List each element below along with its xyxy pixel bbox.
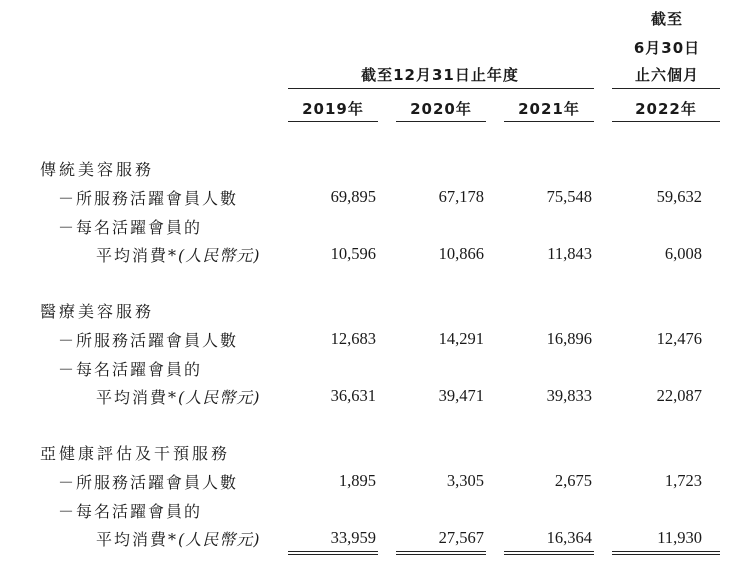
cell-s1-r1-2022: 59,632	[656, 187, 702, 206]
section-title-medical-beauty: 醫療美容服務	[40, 302, 155, 321]
cell-s1-r2-2019: 10,596	[330, 244, 376, 263]
cell-s3-r2-2020: 27,567	[438, 528, 484, 547]
total-double-rule-2021	[504, 551, 594, 555]
cell-s2-r2-2021: 39,833	[546, 386, 592, 405]
row-label-avg-spend-line2	[96, 243, 261, 266]
row-label-active-members: －所服務活躍會員人數	[58, 331, 239, 350]
cell-s1-r1-2021: 75,548	[546, 187, 592, 206]
cell-s3-r2-2022: 11,930	[657, 528, 702, 547]
row-label-avg-spend-line2	[96, 385, 261, 408]
year-rule-2020	[396, 121, 486, 122]
year-rule-2019	[288, 121, 378, 122]
cell-s1-r1-2020: 67,178	[438, 187, 484, 206]
row-label-active-members: －所服務活躍會員人數	[58, 189, 239, 208]
cell-s3-r1-2020: 3,305	[446, 471, 484, 490]
cell-s1-r2-2022: 6,008	[664, 244, 702, 263]
cell-s2-r1-2019: 12,683	[330, 329, 376, 348]
year-group-header: 截至12月31日止年度	[361, 66, 519, 84]
avg-spend-text: 平均消費*	[96, 246, 179, 265]
year-header-2022: 2022年	[635, 100, 697, 118]
avg-spend-text: 平均消費*	[96, 530, 179, 549]
year-header-2020: 2020年	[410, 100, 472, 118]
section-title-subhealth-services: 亞健康評估及干預服務	[40, 444, 231, 463]
cell-s1-r1-2019: 69,895	[330, 187, 376, 206]
cell-s2-r2-2020: 39,471	[438, 386, 484, 405]
cell-s2-r2-2019: 36,631	[330, 386, 376, 405]
year-rule-2022	[612, 121, 720, 122]
avg-spend-text: 平均消費*	[96, 388, 179, 407]
header-rule-last	[612, 88, 720, 89]
year-rule-2021	[504, 121, 594, 122]
cell-s2-r1-2020: 14,291	[438, 329, 484, 348]
section-title-traditional-beauty: 傳統美容服務	[40, 160, 155, 179]
avg-spend-unit: (人民幣元)	[178, 388, 261, 407]
row-label-active-members: －所服務活躍會員人數	[58, 473, 239, 492]
cell-s1-r2-2021: 11,843	[547, 244, 592, 263]
cell-s3-r2-2021: 16,364	[546, 528, 592, 547]
cell-s3-r1-2019: 1,895	[338, 471, 376, 490]
year-header-2019: 2019年	[302, 100, 364, 118]
row-label-avg-spend-line1: －每名活躍會員的	[58, 502, 203, 521]
total-double-rule-2019	[288, 551, 378, 555]
cell-s3-r1-2021: 2,675	[554, 471, 592, 490]
cell-s2-r2-2022: 22,087	[656, 386, 702, 405]
avg-spend-unit: (人民幣元)	[178, 246, 261, 265]
cell-s2-r1-2022: 12,476	[656, 329, 702, 348]
row-label-avg-spend-line1: －每名活躍會員的	[58, 218, 203, 237]
cell-s3-r1-2022: 1,723	[664, 471, 702, 490]
cell-s1-r2-2020: 10,866	[438, 244, 484, 263]
cell-s3-r2-2019: 33,959	[330, 528, 376, 547]
total-double-rule-2020	[396, 551, 486, 555]
last-col-header-line2: 6月30日	[633, 39, 701, 57]
row-label-avg-spend-line1: －每名活躍會員的	[58, 360, 203, 379]
avg-spend-unit: (人民幣元)	[178, 530, 261, 549]
row-label-avg-spend-line2	[96, 527, 261, 550]
header-rule-group	[288, 88, 594, 89]
last-col-header-line1: 截至	[650, 10, 683, 28]
total-double-rule-2022	[612, 551, 720, 555]
last-col-header-line3: 止六個月	[634, 66, 699, 84]
year-header-2021: 2021年	[518, 100, 580, 118]
cell-s2-r1-2021: 16,896	[546, 329, 592, 348]
